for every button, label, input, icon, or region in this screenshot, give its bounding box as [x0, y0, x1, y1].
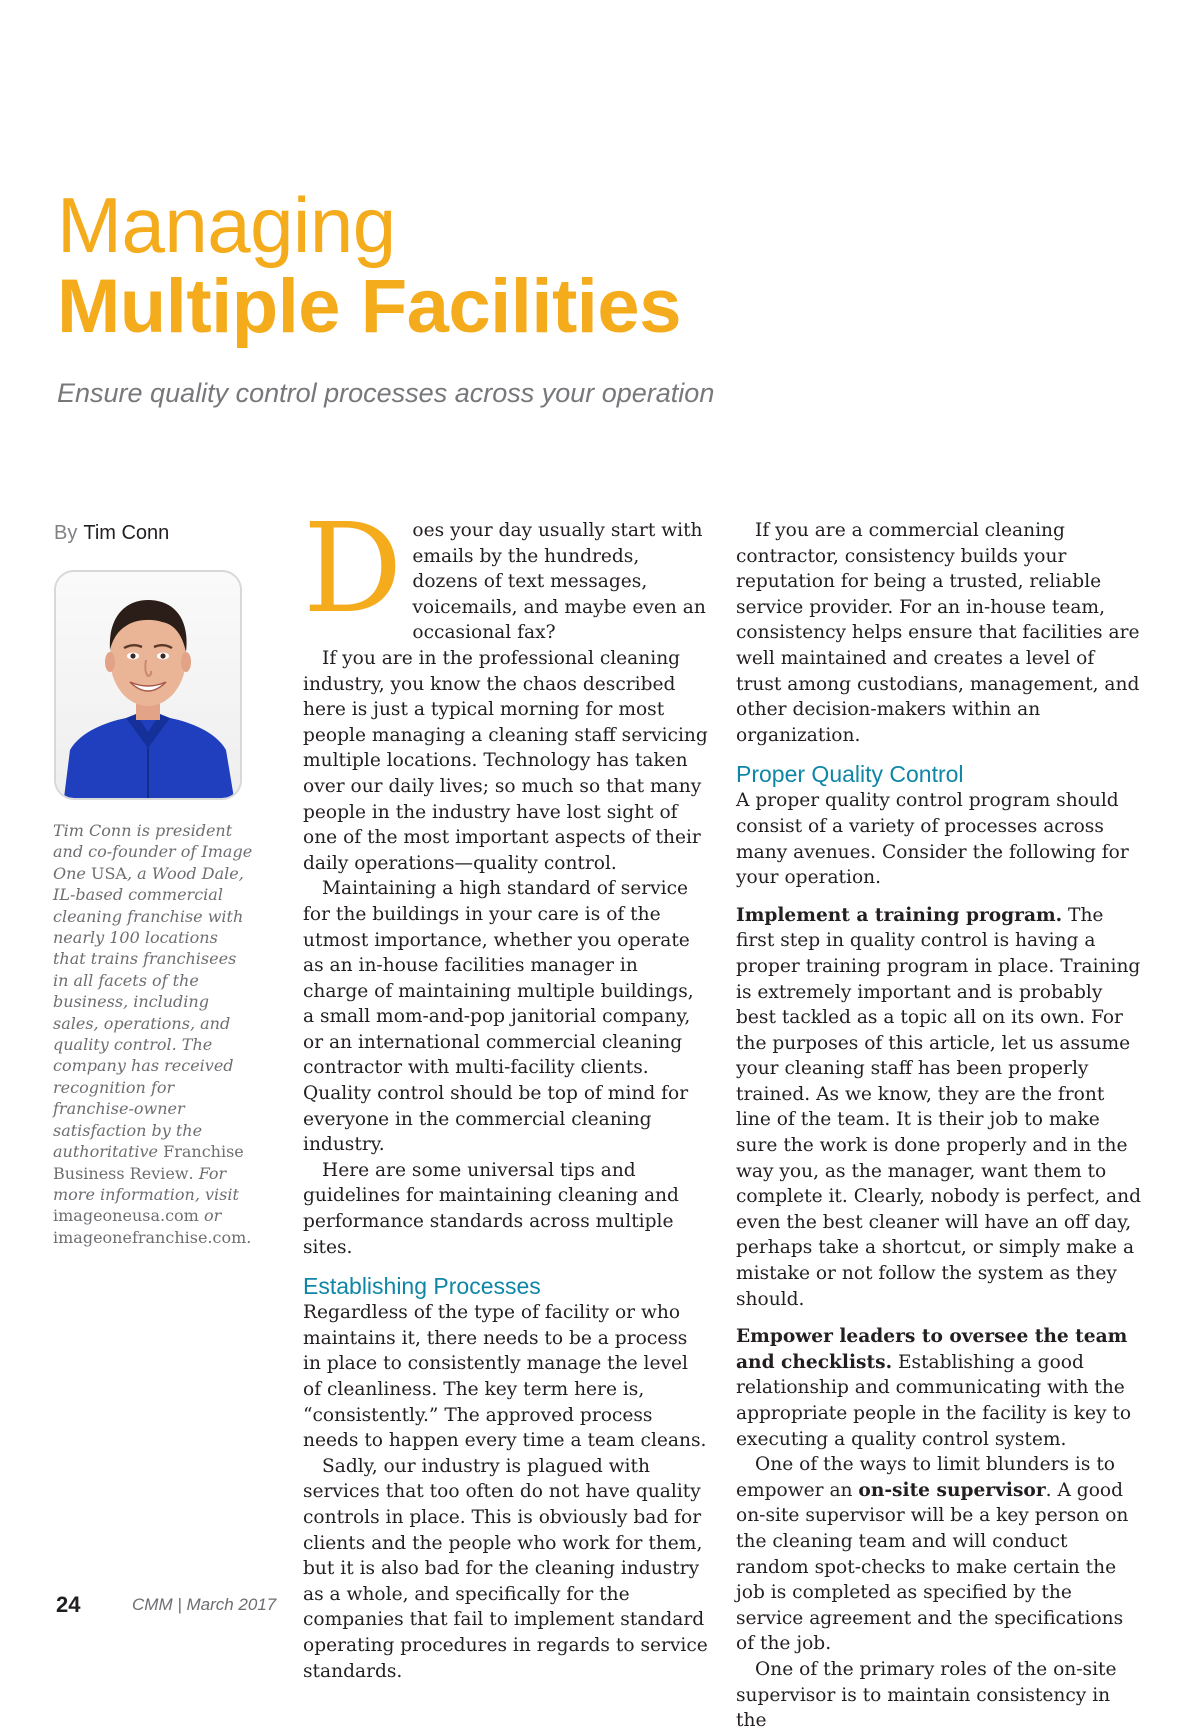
- article-subtitle: Ensure quality control processes across your operation: [57, 378, 715, 408]
- author-name: Tim Conn: [83, 522, 170, 544]
- paragraph: Sadly, our industry is plagued with services that too often do not have quality controls in place. This is obviously bad for clients and the people who work for them, but it is also bad for the cleaning industry as a whole, and specifically for the companies that fail to implement standard operating procedures in regards to service standards.: [303, 1455, 708, 1682]
- article-title-line1: Managing: [57, 181, 396, 269]
- article-column-1: [303, 497, 708, 1684]
- byline: [54, 522, 169, 545]
- lead-in-bold: Empower leaders to oversee the team and checklists.: [736, 1326, 1128, 1373]
- paragraph: A proper quality control program should consist of a variety of processes across many avenues. Consider the following for your operation.: [736, 790, 1129, 889]
- bio-link-imageonefranchise[interactable]: imageonefranchise.com: [53, 1227, 247, 1247]
- intro-paragraph: Does your day usually start with emails by the hundreds, dozens of text messages, voicemails, and maybe even an occasional fax?: [303, 497, 706, 644]
- section-heading-establishing-processes: Establishing Processes: [303, 1273, 541, 1300]
- byline-label: By: [54, 522, 78, 544]
- drop-cap: D: [303, 497, 403, 641]
- lead-in-bold: Implement a training program.: [736, 904, 1063, 926]
- bio-usa: USA: [90, 863, 127, 883]
- bio-link-imageoneusa[interactable]: imageoneusa.com: [53, 1206, 199, 1226]
- article-title-line2: Multiple Facilities: [57, 264, 681, 349]
- author-bio: Tim Conn is president and co-founder of Image One USA, a Wood Dale, IL-based commercial cleaning franchise with nearly 100 locations that trains franchisees in all facets of the business, including sales, operations, and quality control. The company has received recognition for franchise-owner satisfaction by the authoritative Franchise Business Review. For more information, visit imageoneusa.com or imageonefranchise.com.: [53, 821, 253, 1247]
- article-column-2: [736, 518, 1141, 1734]
- paragraph-supervisor: One of the ways to limit blunders is to empower an on-site supervisor. A good on-site supervisor will be a key person on the cleaning team and will conduct random spot-checks to make certain the job is completed as specified by the service agreement and the specifications of the job.: [736, 1454, 1129, 1655]
- paragraph-training: Implement a training program. The first step in quality control is having a proper training program in place. Training is extremely important and is probably best tackled as a topic all on its own. For the purposes of this article, let us assume your cleaning staff has been properly trained. As we know, they are the front line of the team. It is their job to make sure the work is done properly and in the way you, as the manager, want them to complete it. Clearly, nobody is perfect, and even the best cleaner will have an off day, perhaps take a shortcut, or simply make a mistake or not follow the system as they should.: [736, 904, 1142, 1310]
- bio-publication: Franchise Business Review: [53, 1142, 244, 1183]
- paragraph-empower: Empower leaders to oversee the team and checklists. Establishing a good relationship and communicating with the appropriate people in the facility is key to executing a quality control system.: [736, 1326, 1132, 1450]
- paragraph: If you are a commercial cleaning contractor, consistency builds your reputation for being a trusted, reliable service provider. For an in-house team, consistency helps ensure that facilities are well maintained and creates a level of trust among custodians, management, and other decision-makers within an organization.: [736, 520, 1140, 746]
- paragraph: One of the primary roles of the on-site supervisor is to maintain consistency in the: [736, 1658, 1117, 1732]
- paragraph: Maintaining a high standard of service for the buildings in your care is of the utmost importance, whether you operate as an in-house facilities manager in charge of maintaining multiple buildings, a small mom-and-pop janitorial company, or an international commercial cleaning contractor with multi-facility clients. Quality control should be top of mind for everyone in the commercial cleaning industry.: [303, 878, 694, 1156]
- paragraph: If you are in the professional cleaning industry, you know the chaos described here is just a typical morning for most people managing a cleaning staff servicing multiple locations. Technology has taken over our daily lives; so much so that many people in the industry have lost sight of one of the most important aspects of their daily operations—quality control.: [303, 647, 708, 874]
- paragraph: Here are some universal tips and guidelines for maintaining cleaning and performance standards across multiple sites.: [303, 1159, 679, 1258]
- section-heading-proper-quality-control: Proper Quality Control: [736, 761, 964, 788]
- publication-footer: CMM | March 2017: [132, 1595, 277, 1614]
- author-photo: [54, 570, 242, 800]
- inline-bold: on-site supervisor: [858, 1479, 1046, 1501]
- paragraph: Regardless of the type of facility or who maintains it, there needs to be a process in place to consistently manage the level of cleanliness. The key term here is, “consistently.” The approved process needs to happen every time a team cleans.: [303, 1302, 707, 1452]
- page-number: 24: [56, 1592, 81, 1617]
